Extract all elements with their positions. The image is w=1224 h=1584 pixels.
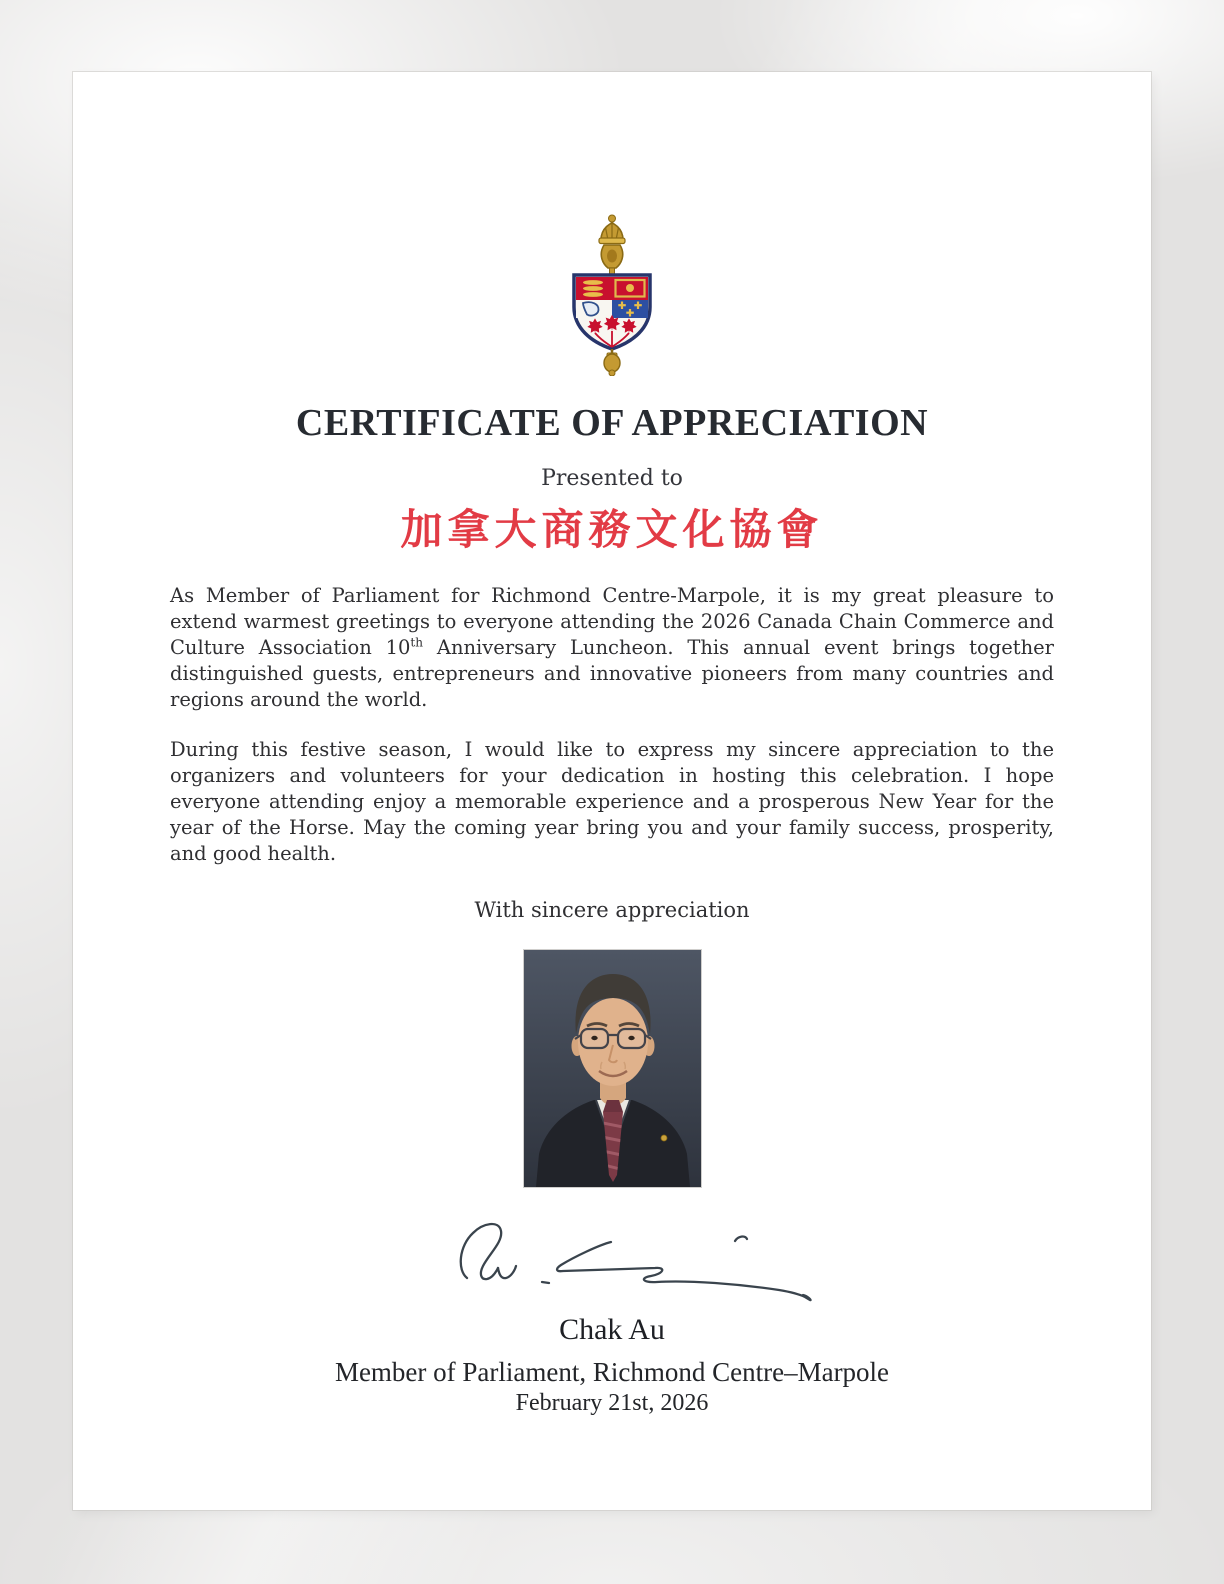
- portrait-photo: [524, 950, 701, 1187]
- house-of-commons-crest-icon: [562, 214, 662, 376]
- recipient-name-chinese: 加拿大商務文化協會: [400, 508, 824, 555]
- greeting-paragraph: [170, 583, 1054, 713]
- certificate-date: February 21st, 2026: [515, 1390, 709, 1417]
- signatory-title: Member of Parliament, Richmond Centre–Marpole: [334, 1356, 890, 1387]
- certificate-paper: [73, 72, 1151, 1510]
- lapel-pin-icon: [661, 1135, 667, 1141]
- closing-line: With sincere appreciation: [474, 897, 750, 922]
- appreciation-paragraph: During this festive season, I would like to express my sincere appreciation to the organizers and volunteers for your dedication in hosting this celebration. I hope everyone attending enjoy a memorable experience and a prosperous New Year for the year of the Horse. May the coming year bring you and your family success, prosperity, and good health.: [170, 737, 1054, 865]
- greeting-paragraph-continued: Anniversary Luncheon. This annual event brings together distinguished guests, entrepreneurs and innovative pioneers from many countries and regions around the world.: [170, 635, 1054, 711]
- greeting-paragraph-text: As Member of Parliament for Richmond Centre-Marpole, it is my great pleasure to extend warmest greetings to everyone attending the 2026 Canada Chain Commerce and Culture Association 10: [170, 583, 1054, 659]
- signature-image: [439, 1212, 819, 1312]
- signatory-name: Chak Au: [559, 1312, 665, 1346]
- ordinal-superscript: th: [410, 635, 424, 650]
- presented-to-label: Presented to: [541, 465, 683, 491]
- certificate-title: CERTIFICATE OF APPRECIATION: [295, 402, 929, 444]
